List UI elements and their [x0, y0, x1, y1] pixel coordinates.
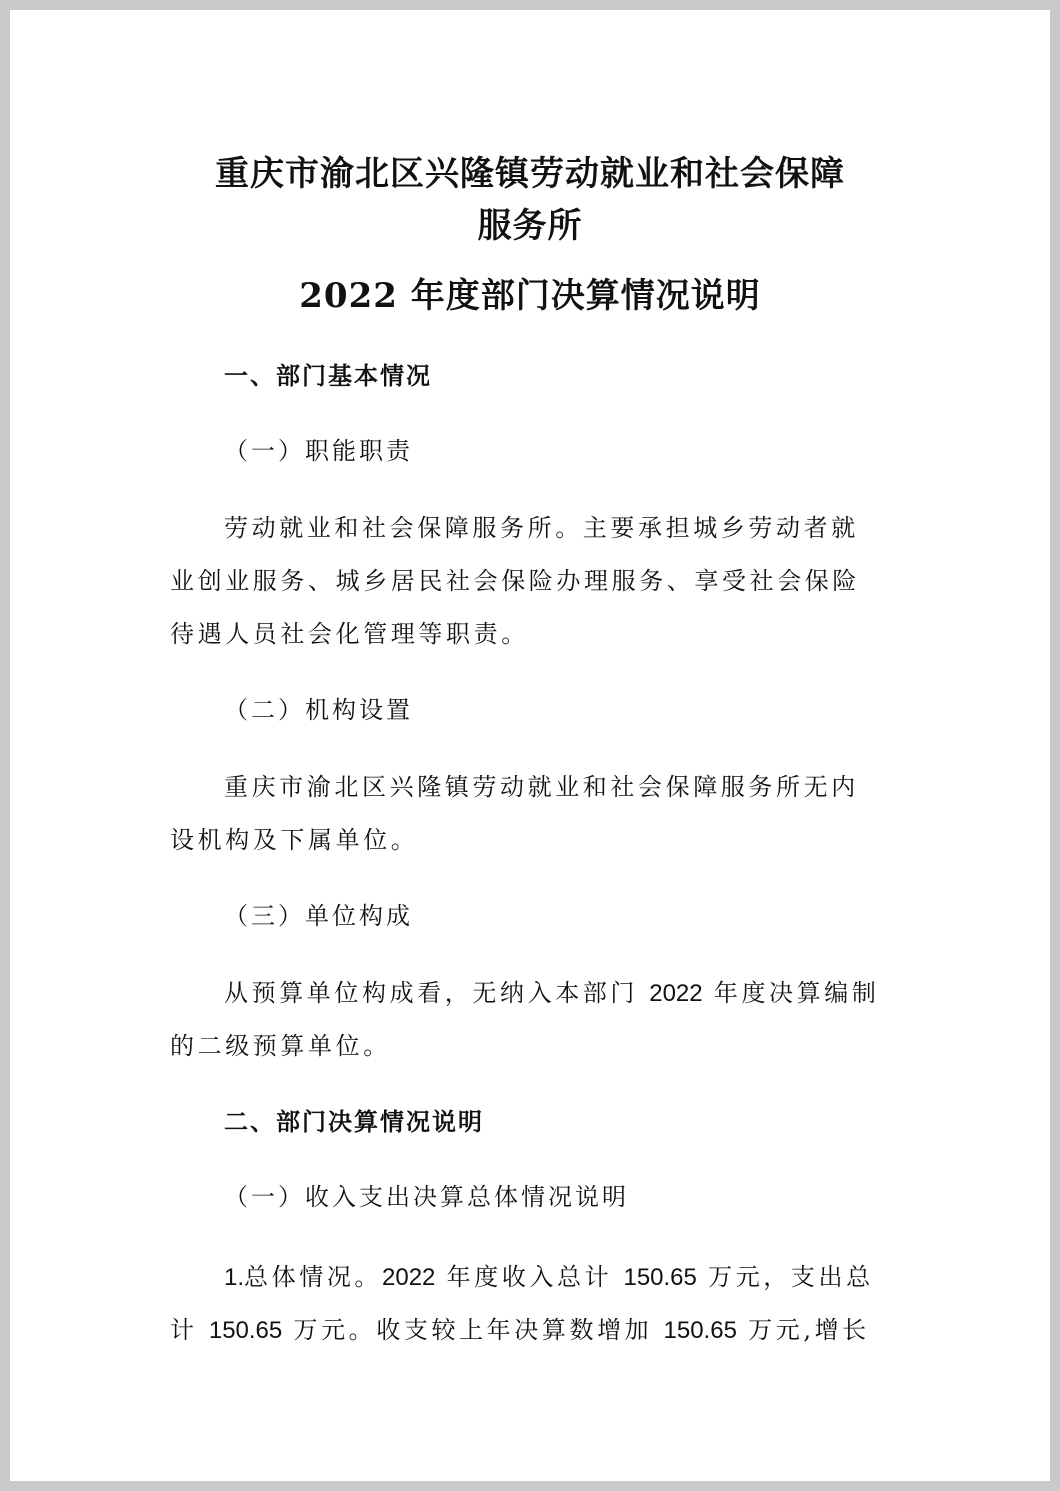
subheading-organization: （二）机构设置: [224, 696, 413, 724]
overall-income-amount: 150.65: [623, 1264, 697, 1291]
overall-text-line2-b: 万元。收支较上年决算数增加: [282, 1316, 664, 1344]
overall-text-income-prefix: 年度收入总计: [435, 1263, 624, 1291]
overall-year: 2022: [382, 1264, 436, 1291]
paragraph-functions-line-1: 劳动就业和社会保障服务所。主要承担城乡劳动者就: [224, 514, 859, 542]
paragraph-overall-line-1: [224, 1261, 874, 1294]
document-title-line-3: 2022 年度部门决算情况说明: [299, 276, 761, 316]
subheading-income-expense-overview: （一）收入支出决算总体情况说明: [224, 1183, 629, 1211]
composition-text-b: 年度决算编制: [702, 979, 880, 1007]
overall-item-number: 1.: [224, 1264, 245, 1291]
document-page: [10, 10, 1050, 1481]
paragraph-composition-line-2: 的二级预算单位。: [170, 1032, 391, 1060]
overall-expense-amount: 150.65: [208, 1317, 283, 1344]
subheading-composition: （三）单位构成: [224, 902, 413, 930]
paragraph-composition-line-1: [224, 977, 879, 1010]
overall-text-line2-a: 计: [170, 1316, 209, 1344]
section-heading-final-accounts: 二、部门决算情况说明: [224, 1108, 484, 1136]
composition-text-a: 从预算单位构成看，无纳入本部门: [224, 979, 650, 1007]
paragraph-organization-line-1: 重庆市渝北区兴隆镇劳动就业和社会保障服务所无内: [224, 773, 859, 801]
document-title-line-1: 重庆市渝北区兴隆镇劳动就业和社会保障: [215, 154, 845, 194]
document-title-line-2: 服务所: [477, 206, 583, 246]
overall-text-line2-c: 万元,增长: [736, 1316, 870, 1344]
paragraph-overall-line-2: [170, 1314, 870, 1347]
paragraph-functions-line-3: 待遇人员社会化管理等职责。: [170, 620, 529, 648]
subheading-functions: （一）职能职责: [224, 437, 413, 465]
overall-increase-amount: 150.65: [663, 1317, 737, 1344]
section-heading-basic-info: 一、部门基本情况: [224, 362, 432, 390]
paragraph-organization-line-2: 设机构及下属单位。: [170, 826, 419, 854]
composition-year: 2022: [649, 980, 703, 1007]
overall-label: 总体情况。: [244, 1263, 383, 1291]
paragraph-functions-line-2: 业创业服务、城乡居民社会保险办理服务、享受社会保险: [170, 567, 860, 595]
overall-text-expense-prefix: 万元，支出总: [696, 1263, 874, 1291]
